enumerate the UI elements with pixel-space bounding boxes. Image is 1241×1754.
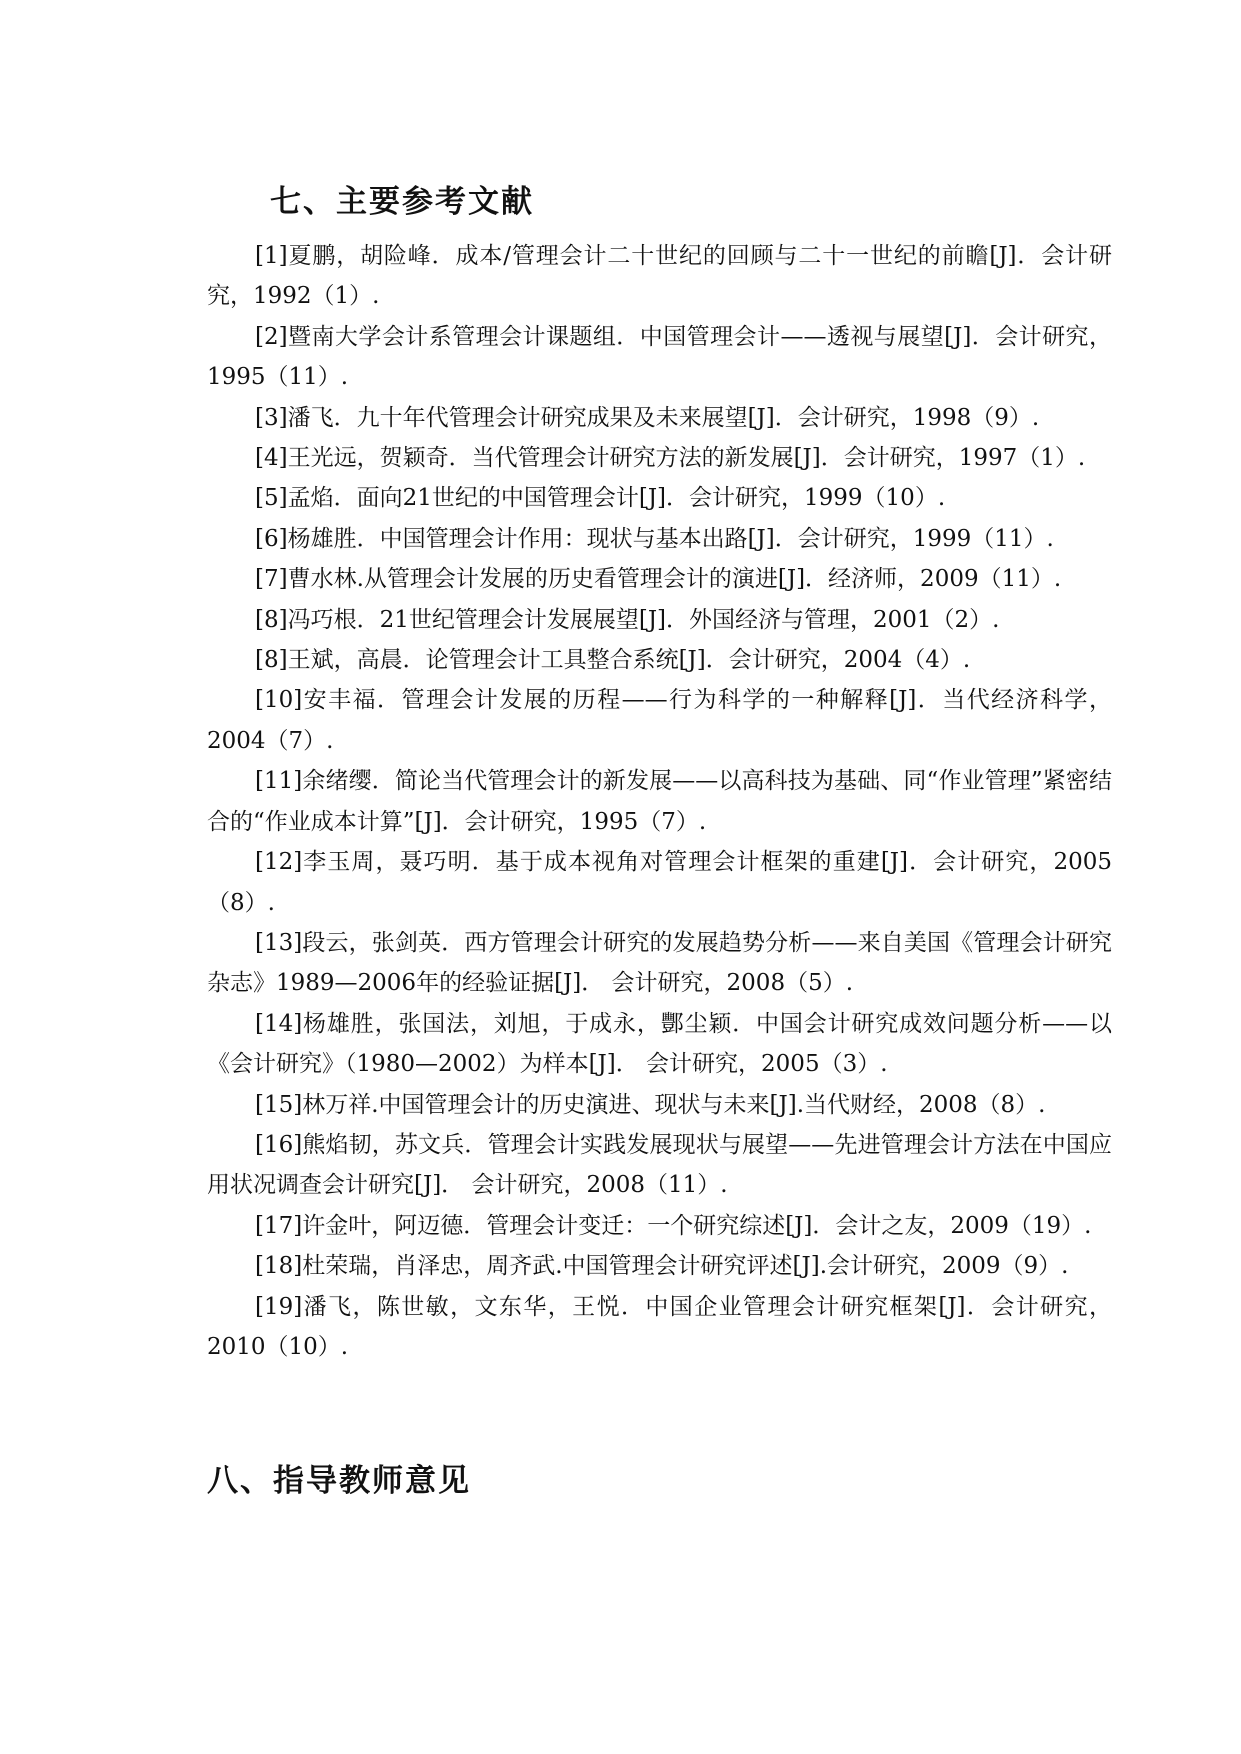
reference-item: [13]段云，张剑英．西方管理会计研究的发展趋势分析——来自美国《管理会计研究杂志》1989—2006年的经验证据[J]． 会计研究，2008（5）. [207, 929, 1112, 997]
references-heading: 七、主要参考文献 [270, 184, 534, 220]
reference-item: [7]曹水林.从管理会计发展的历史看管理会计的演进[J]．经济师，2009（11）. [255, 566, 1062, 593]
reference-item: [5]孟焰．面向21世纪的中国管理会计[J]．会计研究，1999（10）. [255, 485, 946, 512]
reference-item: [1]夏鹏，胡险峰．成本/管理会计二十世纪的回顾与二十一世纪的前瞻[J]．会计研究，1992（1）. [207, 243, 1112, 310]
reference-item: [18]杜荣瑞，肖泽忠，周齐武.中国管理会计研究评述[J].会计研究，2009（9）. [255, 1253, 1069, 1280]
reference-item: [3]潘飞．九十年代管理会计研究成果及未来展望[J]．会计研究，1998（9）. [255, 404, 1040, 431]
reference-item: [11]余绪缨．简论当代管理会计的新发展——以高科技为基础、同“作业管理”紧密结合的“作业成本计算”[J]．会计研究，1995（7）. [207, 768, 1112, 835]
reference-item: [19]潘飞，陈世敏，文东华，王悦．中国企业管理会计研究框架[J]．会计研究，2010（10）. [207, 1293, 1112, 1360]
reference-item: [15]林万祥.中国管理会计的历史演进、现状与未来[J].当代财经，2008（8）. [255, 1091, 1046, 1118]
reference-item: [8]王斌，高晨．论管理会计工具整合系统[J]．会计研究，2004（4）. [255, 647, 971, 674]
advisor-opinion-heading: 八、指导教师意见 [207, 1463, 471, 1499]
reference-item: [2]暨南大学会计系管理会计课题组．中国管理会计——透视与展望[J]．会计研究，1995（11）. [207, 323, 1112, 391]
reference-list [207, 236, 1112, 1367]
reference-item: [16]熊焰韧，苏文兵．管理会计实践发展现状与展望——先进管理会计方法在中国应用状况调查会计研究[J]． 会计研究，2008（11）. [207, 1131, 1112, 1199]
reference-item: [17]许金叶，阿迈德．管理会计变迁：一个研究综述[J]．会计之友，2009（19）. [255, 1212, 1092, 1239]
reference-item: [14]杨雄胜，张国法，刘旭，于成永，酆尘颖．中国会计研究成效问题分析——以《会计研究》（1980—2002）为样本[J]． 会计研究，2005（3）. [207, 1010, 1112, 1078]
reference-item: [4]王光远，贺颖奇．当代管理会计研究方法的新发展[J]．会计研究，1997（1）. [255, 445, 1086, 472]
reference-item: [8]冯巧根．21世纪管理会计发展展望[J]．外国经济与管理，2001（2）. [255, 606, 1000, 633]
reference-item: [12]李玉周，聂巧明．基于成本视角对管理会计框架的重建[J]．会计研究，2005（8）. [207, 849, 1112, 916]
reference-item: [10]安丰福．管理会计发展的历程——行为科学的一种解释[J]．当代经济科学，2004（7）. [207, 687, 1112, 754]
reference-item: [6]杨雄胜．中国管理会计作用：现状与基本出路[J]．会计研究，1999（11）. [255, 525, 1054, 552]
